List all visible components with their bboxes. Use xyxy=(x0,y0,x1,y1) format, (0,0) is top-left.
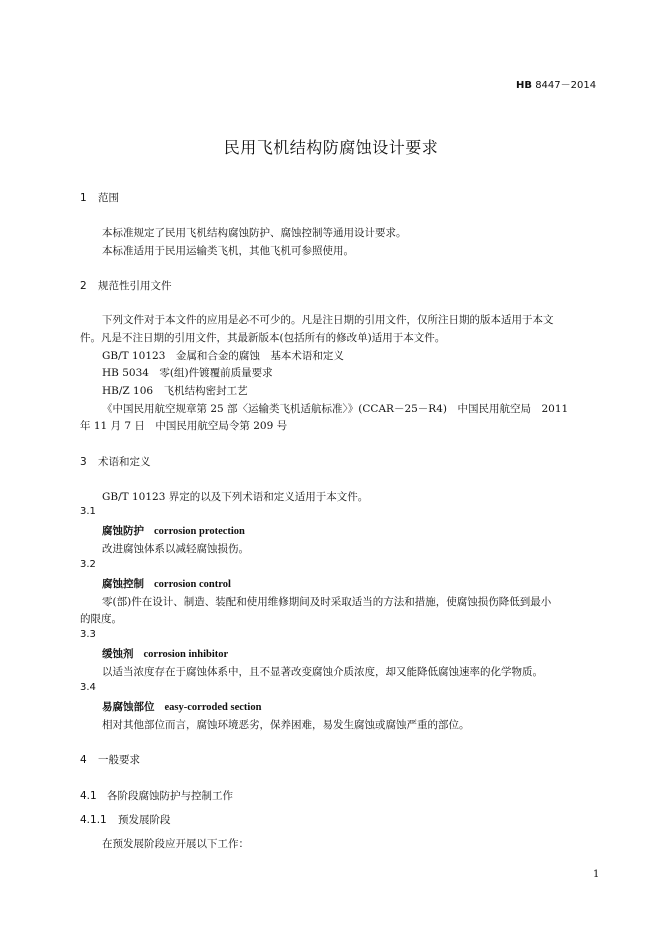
term-3-1-title: 腐蚀防护 corrosion protection xyxy=(102,525,245,537)
term-3-3-title: 缓蚀剂 corrosion inhibitor xyxy=(102,648,229,660)
term-3-4-number: 3.4 xyxy=(80,682,96,693)
section-1-para-1: 本标准规定了民用飞机结构腐蚀防护、腐蚀控制等通用设计要求。 xyxy=(102,227,407,239)
page-number: 1 xyxy=(593,869,600,880)
term-3-4-definition: 相对其他部位而言，腐蚀环境恶劣，保养困难，易发生腐蚀或腐蚀严重的部位。 xyxy=(102,719,470,731)
section-4-heading: 4 一般要求 xyxy=(80,754,140,766)
section-1-heading: 1 范围 xyxy=(80,192,119,204)
term-3-4-title: 易腐蚀部位 easy-corroded section xyxy=(102,701,262,713)
term-3-2-definition-line-2: 的限度。 xyxy=(80,613,122,625)
section-2-intro-line-1: 下列文件对于本文件的应用是必不可少的。凡是注日期的引用文件，仅所注日期的版本适用于本文 xyxy=(102,314,554,326)
reference-ccar-line-2: 年 11 月 7 日 中国民用航空局令第 209 号 xyxy=(80,420,288,432)
standard-number: HB 8447－2014 xyxy=(516,80,597,91)
term-3-2-definition-line-1: 零(部)件在设计、制造、装配和使用维修期间及时采取适当的方法和措施，使腐蚀损伤降低到最小 xyxy=(102,596,552,608)
section-2-heading: 2 规范性引用文件 xyxy=(80,280,172,292)
document-title: 民用飞机结构防腐蚀设计要求 xyxy=(223,138,439,157)
term-3-2-number: 3.2 xyxy=(80,559,96,570)
section-4-1-1-para: 在预发展阶段应开展以下工作： xyxy=(102,838,249,850)
reference-gbt10123: GB/T 10123 金属和合金的腐蚀 基本术语和定义 xyxy=(102,350,344,362)
reference-ccar-line-1: 《中国民用航空规章第 25 部〈运输类飞机适航标准〉》(CCAR－25－R4) 中国民用航空局 2011 xyxy=(102,403,569,415)
term-3-3-definition: 以适当浓度存在于腐蚀体系中，且不显著改变腐蚀介质浓度，却又能降低腐蚀速率的化学物质。 xyxy=(102,666,543,678)
term-3-1-definition: 改进腐蚀体系以减轻腐蚀损伤。 xyxy=(102,543,249,555)
subsection-4-1-1-heading: 4.1.1 预发展阶段 xyxy=(80,814,171,826)
reference-hb5034: HB 5034 零(组)件镀覆前质量要求 xyxy=(102,367,273,379)
section-3-heading: 3 术语和定义 xyxy=(80,456,151,468)
section-1-para-2: 本标准适用于民用运输类飞机，其他飞机可参照使用。 xyxy=(102,245,354,257)
term-3-2-title: 腐蚀控制 corrosion control xyxy=(102,578,231,590)
section-3-intro: GB/T 10123 界定的以及下列术语和定义适用于本文件。 xyxy=(102,491,369,503)
section-2-intro-line-2: 件。凡是不注日期的引用文件，其最新版本(包括所有的修改单)适用于本文件。 xyxy=(80,332,446,344)
term-3-1-number: 3.1 xyxy=(80,506,96,517)
term-3-3-number: 3.3 xyxy=(80,629,96,640)
subsection-4-1-heading: 4.1 各阶段腐蚀防护与控制工作 xyxy=(80,790,233,802)
reference-hbz106: HB/Z 106 飞机结构密封工艺 xyxy=(102,385,248,397)
